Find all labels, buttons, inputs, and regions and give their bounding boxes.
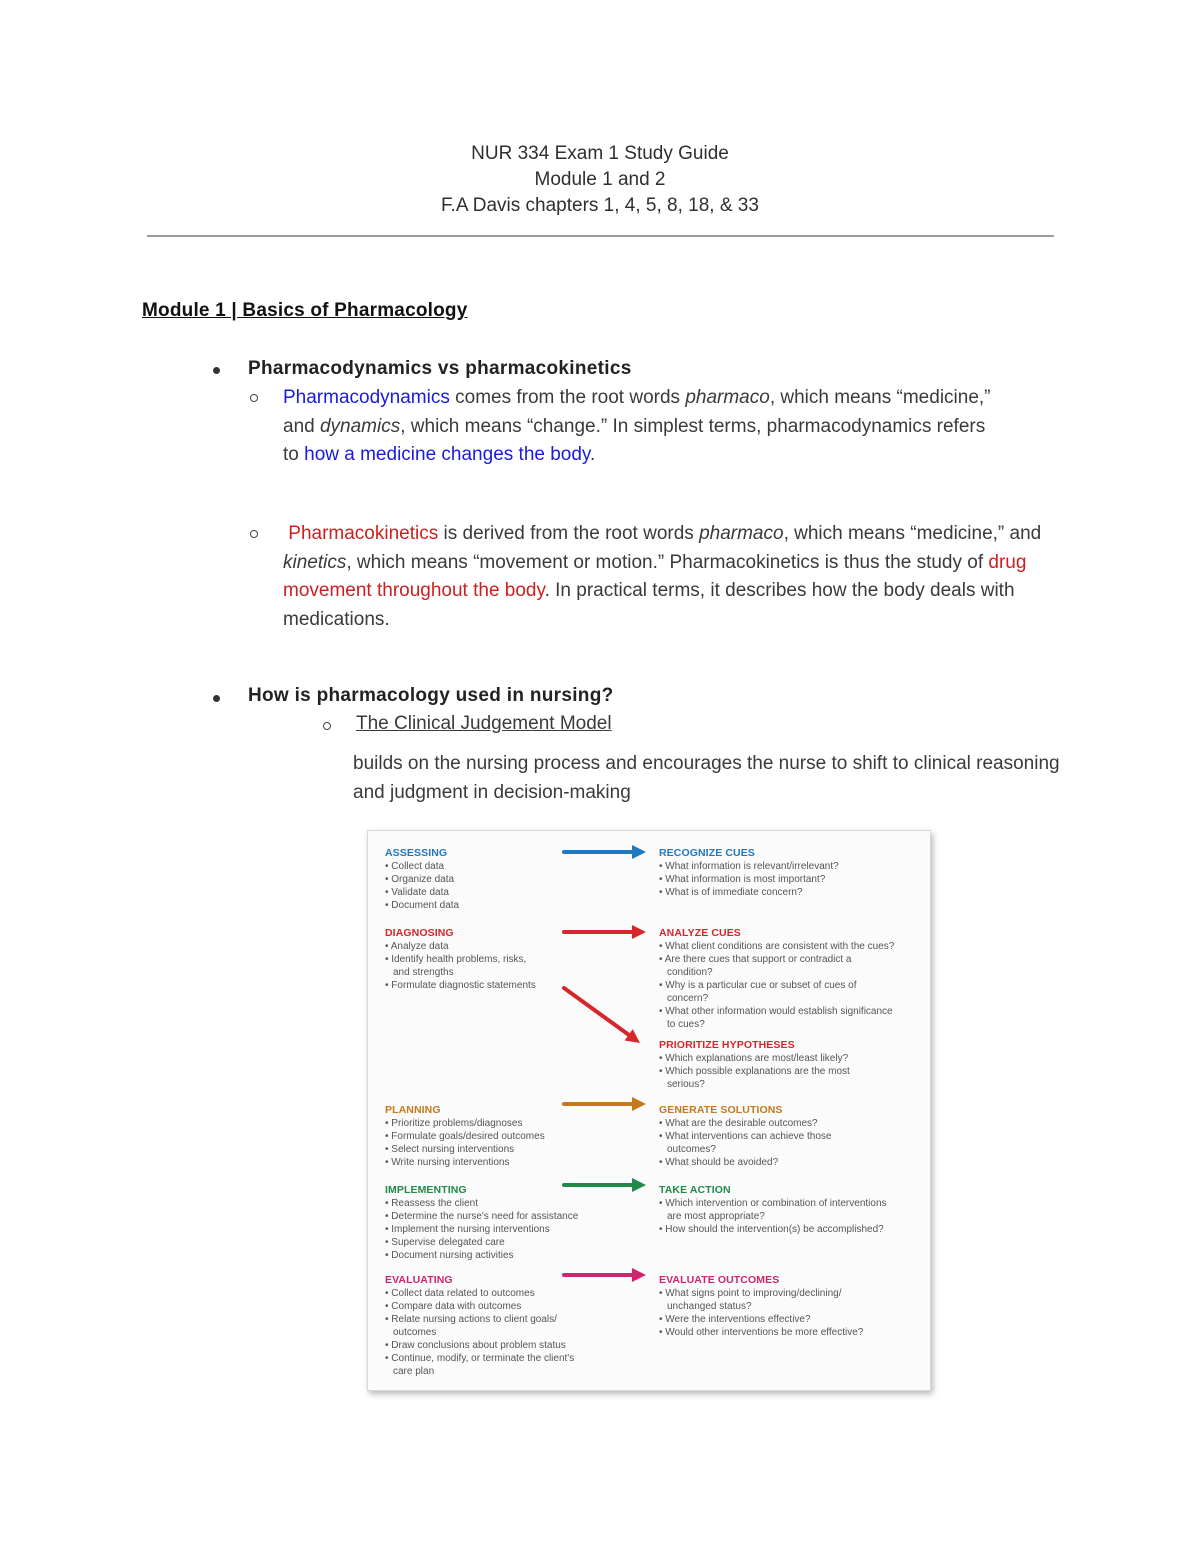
- clinical-judgement-model-figure: [367, 830, 931, 1391]
- arrow-diagnosing-to-analyze-cues-icon: [564, 925, 646, 939]
- pharmacodynamics-paragraph: [283, 384, 1003, 470]
- arrow-head: [632, 845, 646, 859]
- horizontal-rule: [147, 235, 1054, 237]
- block-item: • Formulate goals/desired outcomes: [385, 1131, 545, 1142]
- block-item: • Document nursing activities: [385, 1250, 514, 1261]
- document-header: [0, 141, 1200, 219]
- block-item: • What are the desirable outcomes?: [659, 1118, 818, 1129]
- arrow-planning-to-generate-solutions-icon: [564, 1097, 646, 1111]
- block-item: • Are there cues that support or contradict a: [659, 954, 852, 965]
- block-item: • What client conditions are consistent with the cues?: [659, 941, 895, 952]
- block-item: • Document data: [385, 900, 460, 911]
- text-run: .: [590, 444, 596, 465]
- block-item: • Supervise delegated care: [385, 1237, 505, 1248]
- bullet-disc-icon: [213, 367, 220, 374]
- block-item: • What information is relevant/irrelevant?: [659, 861, 839, 872]
- block-item: • Validate data: [385, 887, 449, 898]
- block-item: • Were the interventions effective?: [659, 1314, 811, 1325]
- block-item: • Prioritize problems/diagnoses: [385, 1118, 523, 1129]
- header-title: NUR 334 Exam 1 Study Guide: [471, 143, 729, 164]
- block-item: to cues?: [667, 1019, 705, 1030]
- block-item: • Draw conclusions about problem status: [385, 1340, 566, 1351]
- block-heading: DIAGNOSING: [385, 927, 454, 939]
- block-item: • Which possible explanations are the most: [659, 1066, 850, 1077]
- block-heading: EVALUATING: [385, 1274, 453, 1286]
- block-item: • What interventions can achieve those: [659, 1131, 832, 1142]
- block-item: concern?: [667, 993, 709, 1004]
- arrow-head: [632, 1268, 646, 1282]
- text-run: comes from the root words: [449, 387, 686, 408]
- block-item: condition?: [667, 967, 713, 978]
- text-run: , which means “medicine,” and: [783, 523, 1042, 544]
- sub-bullet-circle-icon: [323, 722, 331, 730]
- arrow-head: [632, 925, 646, 939]
- block-item: outcomes?: [667, 1144, 716, 1155]
- header-module: Module 1 and 2: [534, 169, 666, 190]
- block-item: serious?: [667, 1079, 705, 1090]
- italic-term: kinetics: [283, 551, 347, 573]
- block-item: • Analyze data: [385, 941, 449, 952]
- clinical-judgement-description: builds on the nursing process and encourages the nurse to shift to clinical reasoning and judgment in decision-making: [353, 753, 1060, 803]
- pharmacodynamics-term: Pharmacodynamics: [283, 387, 450, 408]
- clinical-judgement-model-link: The Clinical Judgement Model: [356, 713, 612, 734]
- block-heading: PRIORITIZE HYPOTHESES: [659, 1039, 795, 1051]
- block-item: • How should the intervention(s) be accomplished?: [659, 1224, 884, 1235]
- block-item: • What is of immediate concern?: [659, 887, 803, 898]
- block-heading: ANALYZE CUES: [659, 927, 741, 939]
- block-heading: RECOGNIZE CUES: [659, 847, 755, 859]
- bullet-disc-icon: [213, 695, 220, 702]
- italic-term: pharmaco: [685, 387, 770, 408]
- block-item: are most appropriate?: [667, 1211, 765, 1222]
- block-item: • Collect data related to outcomes: [385, 1288, 535, 1299]
- block-item: and strengths: [393, 967, 454, 978]
- block-heading: ASSESSING: [385, 847, 448, 859]
- italic-term: dynamics: [319, 415, 401, 437]
- header-chapters: F.A Davis chapters 1, 4, 5, 8, 18, & 33: [441, 195, 759, 216]
- arrow-head: [632, 1097, 646, 1111]
- block-heading: IMPLEMENTING: [385, 1184, 467, 1196]
- arrow-shaft: [564, 988, 629, 1035]
- italic-term: pharmaco: [699, 523, 784, 544]
- highlight-text: drug movement throughout the body: [283, 551, 1027, 601]
- block-item: outcomes: [393, 1327, 437, 1338]
- clinical-judgement-model-label: [356, 713, 612, 735]
- block-item: • Formulate diagnostic statements: [385, 980, 536, 991]
- block-item: • Continue, modify, or terminate the client's: [385, 1353, 575, 1364]
- block-item: • What should be avoided?: [659, 1157, 779, 1168]
- block-item: • Write nursing interventions: [385, 1157, 510, 1168]
- block-item: • What signs point to improving/declining/: [659, 1288, 842, 1299]
- block-item: • Compare data with outcomes: [385, 1301, 522, 1312]
- text-run: , which means “change.” In simplest terms, pharmacodynamics refers to: [283, 415, 986, 465]
- block-item: • Collect data: [385, 861, 445, 872]
- arrow-head: [632, 1178, 646, 1192]
- block-item: • Implement the nursing interventions: [385, 1224, 550, 1235]
- arrow-diagnosing-to-prioritize-hypotheses-icon: [564, 988, 640, 1043]
- pharmacokinetics-paragraph: [283, 520, 1058, 634]
- block-item: • Why is a particular cue or subset of cues of: [659, 980, 857, 991]
- text-run: , which means “medicine,” and: [283, 387, 991, 437]
- sub-bullet-circle-icon: [250, 394, 258, 402]
- block-heading: TAKE ACTION: [659, 1184, 731, 1196]
- arrow-assessing-to-recognize-cues-icon: [564, 845, 646, 859]
- block-item: • Relate nursing actions to client goals/: [385, 1314, 557, 1325]
- block-heading: PLANNING: [385, 1104, 441, 1116]
- block-item: • Determine the nurse's need for assistance: [385, 1211, 579, 1222]
- block-item: care plan: [393, 1366, 435, 1377]
- block-item: • Would other interventions be more effective?: [659, 1327, 864, 1338]
- text-run: is derived from the root words: [438, 523, 700, 544]
- block-heading: GENERATE SOLUTIONS: [659, 1104, 783, 1116]
- block-item: unchanged status?: [667, 1301, 752, 1312]
- highlight-text: how a medicine changes the body: [304, 444, 591, 465]
- block-item: • Which explanations are most/least likely?: [659, 1053, 849, 1064]
- block-item: • Organize data: [385, 874, 455, 885]
- block-item: • Which intervention or combination of interventions: [659, 1198, 887, 1209]
- sub-bullet-circle-icon: [250, 530, 258, 538]
- text-run: , which means “movement or motion.” Pharmacokinetics is thus the study of: [346, 551, 989, 573]
- block-item: • What other information would establish significance: [659, 1006, 893, 1017]
- block-item: • Reassess the client: [385, 1198, 478, 1209]
- arrows-layer: [368, 831, 930, 1390]
- bullet-pharmacodynamics-vs-pharmacokinetics: Pharmacodynamics vs pharmacokinetics: [248, 358, 632, 379]
- pharmacokinetics-term: Pharmacokinetics: [288, 523, 439, 544]
- block-item: • What information is most important?: [659, 874, 826, 885]
- text-run: . In practical terms, it describes how the body deals with medications.: [283, 580, 1015, 630]
- block-heading: EVALUATE OUTCOMES: [659, 1274, 780, 1286]
- arrow-implementing-to-take-action-icon: [564, 1178, 646, 1192]
- bullet-pharmacology-in-nursing: How is pharmacology used in nursing?: [248, 685, 614, 706]
- section-title: Module 1 | Basics of Pharmacology: [142, 300, 468, 321]
- block-item: • Select nursing interventions: [385, 1144, 515, 1155]
- block-item: • Identify health problems, risks,: [385, 954, 527, 965]
- arrow-evaluating-to-evaluate-outcomes-icon: [564, 1268, 646, 1282]
